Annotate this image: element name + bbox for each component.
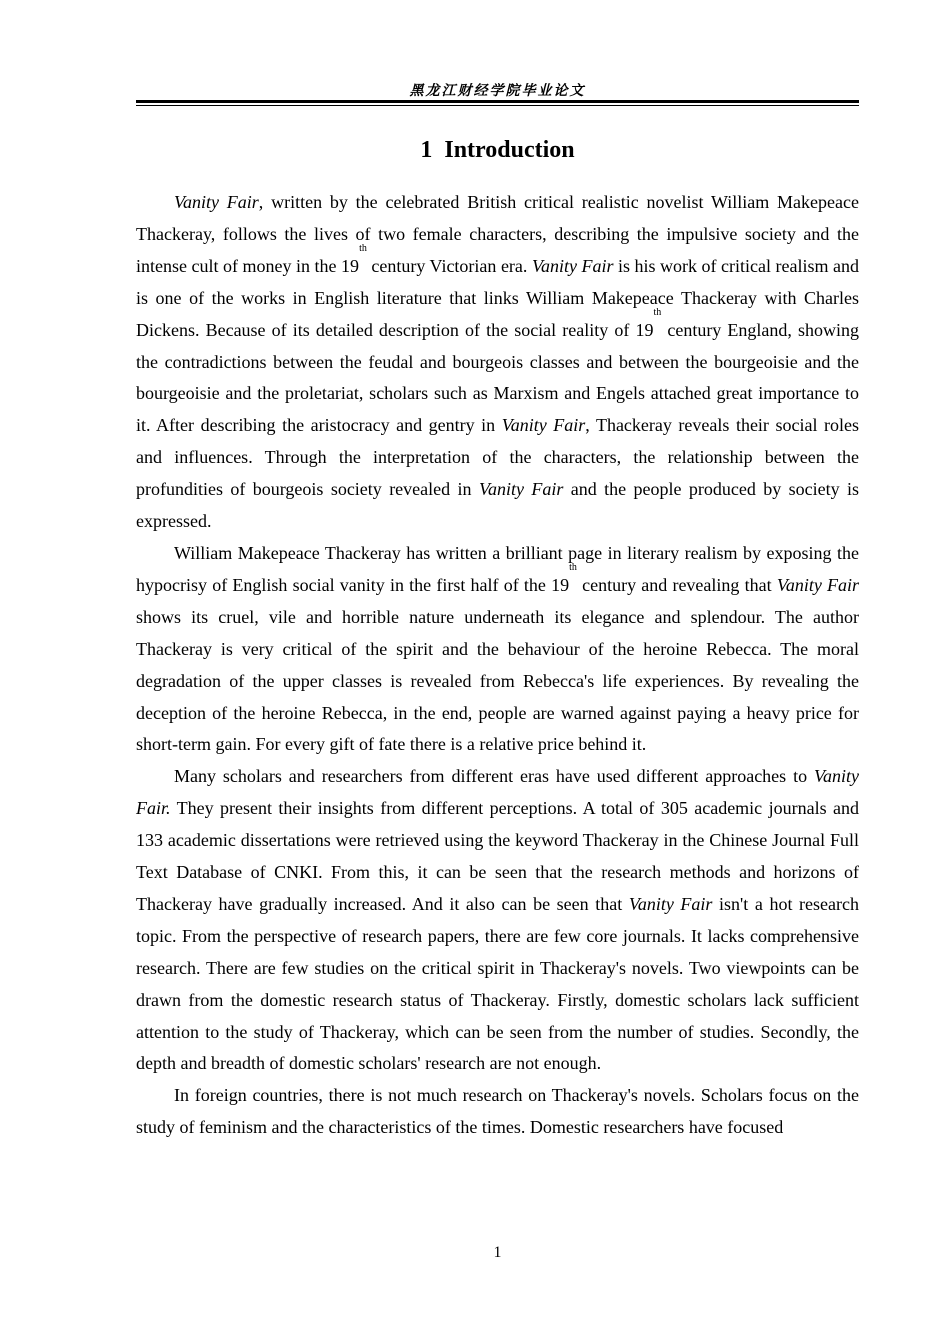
body-text [136,187,859,1144]
text-run: isn't a hot research topic. From the perspective of research papers, there are few core journals. It lacks comprehensive research. There are few studies on the critical spirit in Thackeray's novels. Two viewpoints can be drawn from the domestic research status of Thackeray. Firstly, domestic scholars lack sufficient attention to the study of Thackeray, which can be seen from the number of studies. Secondly, the depth and breadth of domestic scholars' research are not enough. [136,893,859,1074]
superscript: th [359,242,367,254]
chapter-number: 1 [420,137,433,163]
chapter-title-text: Introduction [444,137,575,163]
text-run: In foreign countries, there is not much research on Thackeray's novels. Scholars focus on the study of feminism and the characteristics of the times. Domestic researchers have focused [136,1085,859,1138]
paragraph [136,761,859,1080]
text-run: , Thackeray reveals their social roles and influences. Through the interpretation of the characters, the relationship between the profundities of bourgeois society revealed in [136,415,859,500]
italic-title: Vanity Fair [776,574,860,595]
italic-title: Vanity Fair [501,415,586,436]
page-number: 1 [493,1244,502,1261]
text-run: century England, showing the contradictions between the feudal and bourgeois classes and between the bourgeoisie and the bourgeoisie and the proletariat, scholars such as Marxism and Engels attached great importance to it. After describing the aristocracy and gentry in [136,319,859,436]
text-run: century and revealing that [576,574,777,595]
superscript: th [653,306,662,318]
italic-title: Vanity Fair [531,255,614,276]
chapter-title-spacer [432,137,444,163]
text-run: is his work of critical realism and is one of the works in English literature that links William Makepeace Thackeray with Charles Dickens. Because of its detailed description of the social reality of 19 [136,255,860,340]
italic-title: Vanity Fair. [136,766,859,819]
italic-title: Vanity Fair [174,192,259,212]
text-run: William Makepeace Thackeray has written a brilliant page in literary realism by exposing the hypocrisy of English social vanity in the first half of the 19 [136,542,859,595]
header-rule-thick [136,100,859,103]
superscript: th [569,561,577,573]
paragraph [136,187,859,538]
text-run: Many scholars and researchers from different eras have used different approaches to [174,766,814,787]
italic-title: Vanity Fair [628,893,713,914]
header-rule-thin [136,105,859,106]
running-header: 黑龙江财经学院毕业论文 [409,83,586,99]
paragraph [136,1080,859,1144]
text-run: , written by the celebrated British critical realistic novelist William Makepeace Thackeray, follows the lives of two female characters, describing the impulsive society and the intense cult of money in the 19 [136,192,859,276]
paragraph [136,538,859,761]
text-run: century Victorian era. [366,255,532,276]
text-run: and the people produced by society is expressed. [136,479,859,532]
chapter-title [136,133,859,167]
italic-title: Vanity Fair [478,479,564,500]
text-run: They present their insights from different perceptions. A total of 305 academic journals and 133 academic dissertations were retrieved using the keyword Thackeray in the Chinese Journal Full Text Database of CNKI. From this, it can be seen that the research methods and horizons of Thackeray have gradually increased. And it also can be seen that [136,798,859,914]
text-run: shows its cruel, vile and horrible nature underneath its elegance and splendour. The author Thackeray is very critical of the spirit and the behaviour of the heroine Rebecca. The moral degradation of the upper classes is revealed from Rebecca's life experiences. By revealing the deception of the heroine Rebecca, in the end, people are warned against paying a heavy price for short-term gain. For every gift of fate there is a relative price behind it. [136,606,859,755]
